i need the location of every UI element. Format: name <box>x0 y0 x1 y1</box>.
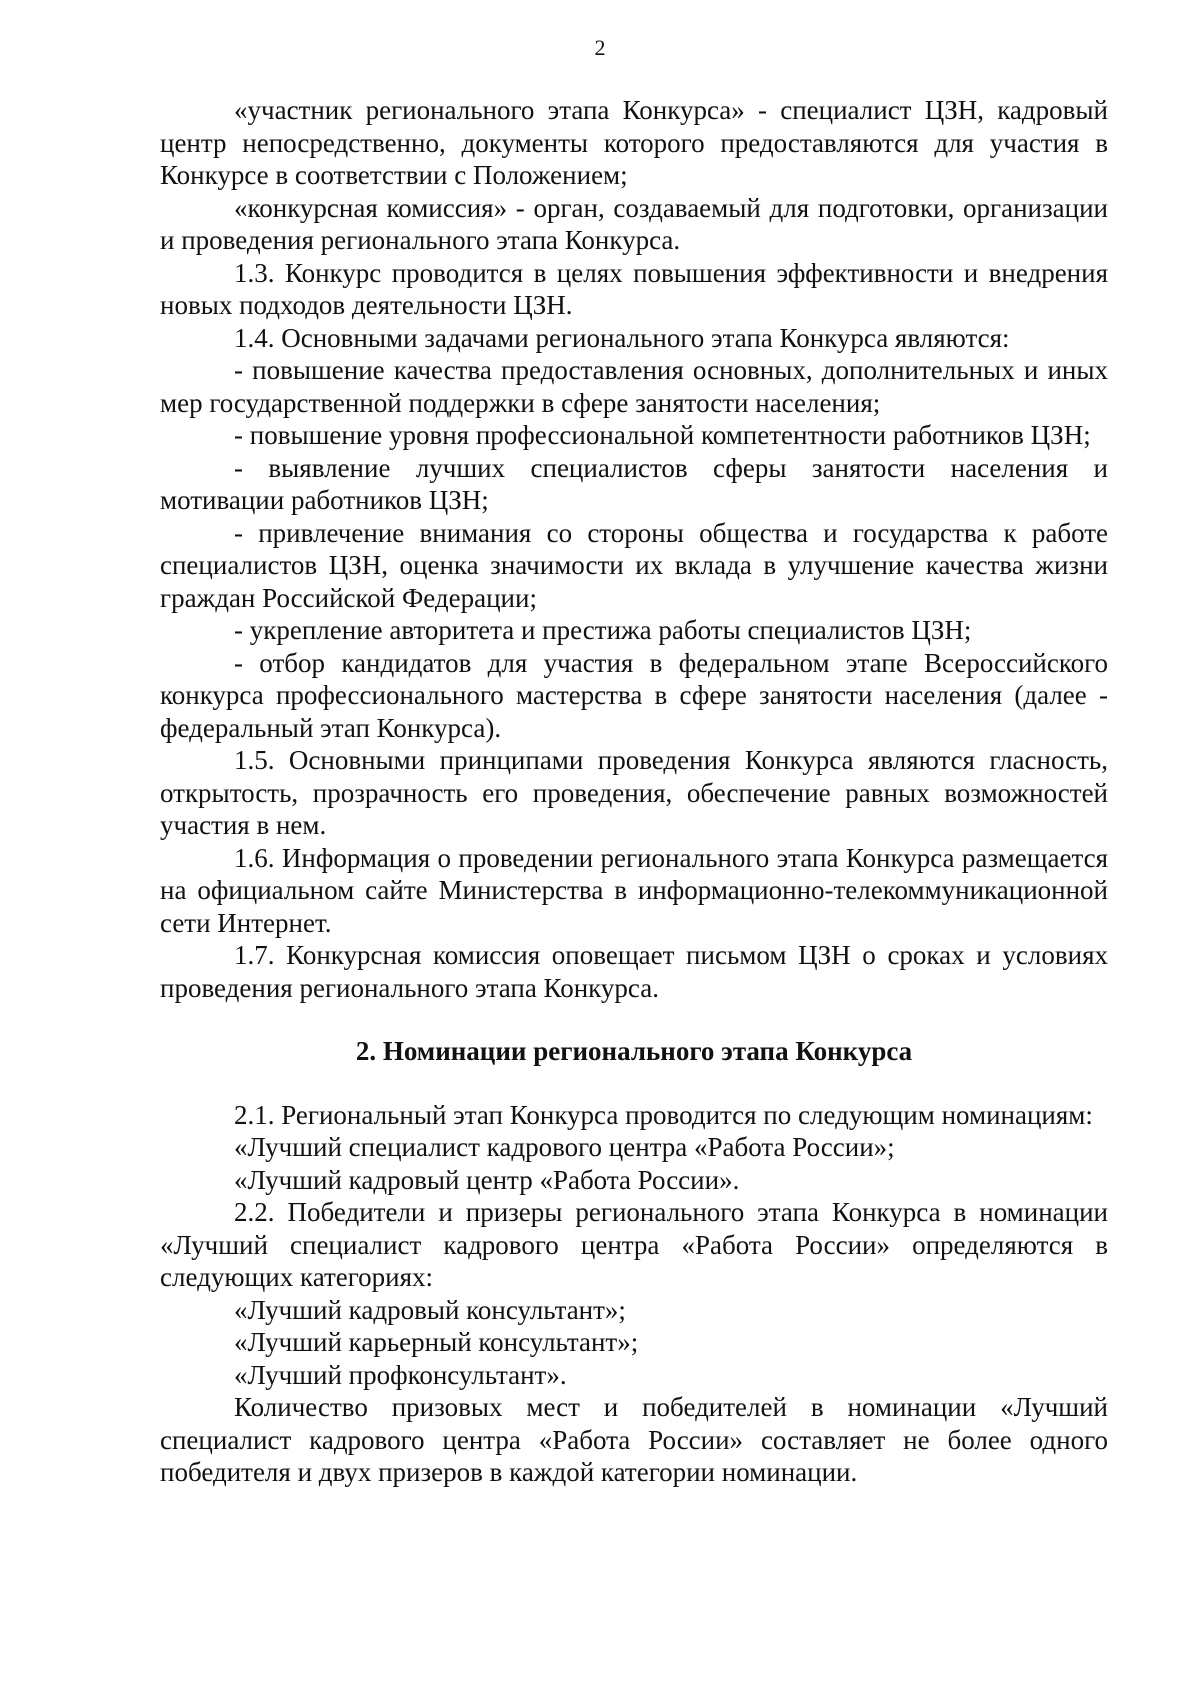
list-item-category-2: «Лучший карьерный консультант»; <box>234 1327 639 1357</box>
list-item-nomination-1: «Лучший специалист кадрового центра «Работа России»; <box>234 1132 895 1162</box>
paragraph-1-4: 1.4. Основными задачами регионального этапа Конкурса являются: <box>234 322 1010 353</box>
paragraph-2-2: 2.2. Победители и призеры регионального этапа Конкурса в номинации «Лучший специалист кадрового центра «Работа России» определяются в следующих категориях: <box>160 1197 1108 1292</box>
paragraph-1-7: 1.7. Конкурсная комиссия оповещает письмом ЦЗН о сроках и условиях проведения регионального этапа Конкурса. <box>160 940 1108 1003</box>
paragraph-1-3: 1.3. Конкурс проводится в целях повышения эффективности и внедрения новых подходов деятельности ЦЗН. <box>160 257 1108 320</box>
document-body <box>160 94 1108 1489</box>
list-item-task-4: - привлечение внимания со стороны общества и государства к работе специалистов ЦЗН, оценка значимости их вклада в улучшение качества жизни граждан Российской Федерации; <box>160 517 1108 613</box>
section-2-heading: 2. Номинации регионального этапа Конкурса <box>355 1036 913 1066</box>
list-item-task-1: - повышение качества предоставления основных, дополнительных и иных мер государственной поддержки в сфере занятости населения; <box>160 355 1108 418</box>
list-item-category-3: «Лучший профконсультант». <box>234 1359 567 1390</box>
list-item-task-6: - отбор кандидатов для участия в федеральном этапе Всероссийского конкурса профессионального мастерства в сфере занятости населения (далее - федеральный этап Конкурса). <box>160 647 1108 743</box>
page-number: 2 <box>594 35 606 60</box>
list-item-task-3: - выявление лучших специалистов сферы занятости населения и мотивации работников ЦЗН; <box>160 452 1108 515</box>
list-item-nomination-2: «Лучший кадровый центр «Работа России». <box>234 1164 740 1195</box>
paragraph-participant-definition: «участник регионального этапа Конкурса» - специалист ЦЗН, кадровый центр непосредственно, документы которого предоставляются для участия в Конкурсе в соответствии с Положением; <box>160 95 1108 190</box>
list-item-task-2: - повышение уровня профессиональной компетентности работников ЦЗН; <box>234 420 1091 450</box>
paragraph-prize-count: Количество призовых мест и победителей в номинации «Лучший специалист кадрового центра «Работа России» составляет не более одного победителя и двух призеров в каждой категории номинации. <box>160 1392 1108 1487</box>
list-item-task-5: - укрепление авторитета и престижа работы специалистов ЦЗН; <box>234 615 972 645</box>
paragraph-2-1: 2.1. Региональный этап Конкурса проводится по следующим номинациям: <box>234 1099 1093 1130</box>
paragraph-1-5: 1.5. Основными принципами проведения Конкурса являются гласность, открытость, прозрачность его проведения, обеспечение равных возможностей участия в нем. <box>160 745 1108 840</box>
list-item-category-1: «Лучший кадровый консультант»; <box>234 1294 626 1325</box>
paragraph-commission-definition: «конкурсная комиссия» - орган, создаваемый для подготовки, организации и проведения регионального этапа Конкурса. <box>160 192 1108 255</box>
paragraph-1-6: 1.6. Информация о проведении регионального этапа Конкурса размещается на официальном сайте Министерства в информационно-телекоммуникационной сети Интернет. <box>160 842 1108 938</box>
